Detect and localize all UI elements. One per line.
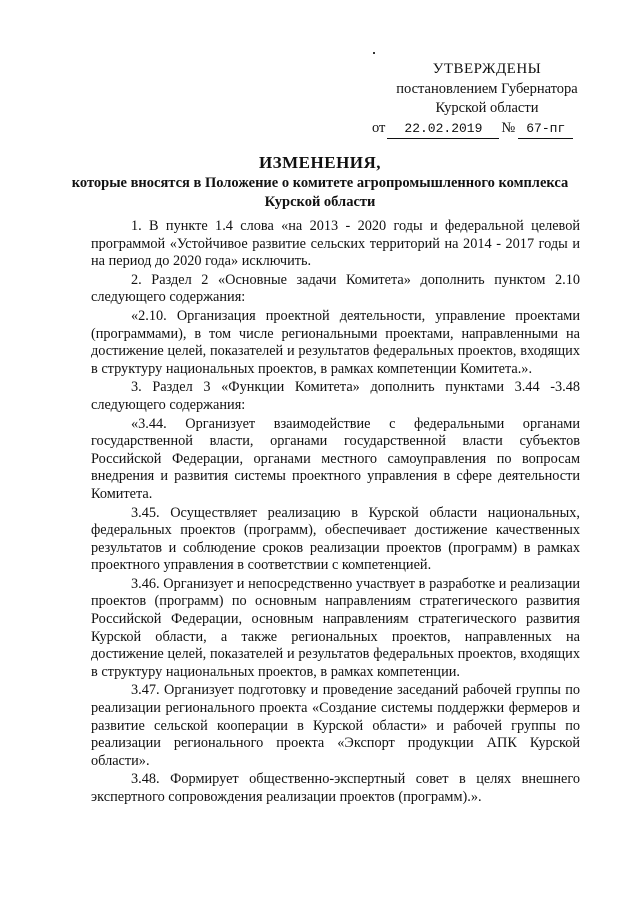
paragraph-8: 3.47. Организует подготовку и проведение заседаний рабочей группы по реализации регионального проекта «Создание системы поддержки фермеров и развитие сельской кооперации в Курской области» и рабочей группы по реализации регионального проекта «Экспорт продукции АПК Курской области». xyxy=(91,682,580,769)
paragraph-1: 1. В пункте 1.4 слова «на 2013 - 2020 годы и федеральной целевой программой «Устойчивое развитие сельских территорий на 2014 - 2017 годы и на период до 2020 года» исключить. xyxy=(91,218,580,270)
document-body xyxy=(91,218,580,808)
paragraph-4: 3. Раздел 3 «Функции Комитета» дополнить пунктами 3.44 -3.48 следующего содержания: xyxy=(91,379,580,413)
paragraph-2: 2. Раздел 2 «Основные задачи Комитета» дополнить пунктом 2.10 следующего содержания: xyxy=(91,271,580,306)
approval-stamp xyxy=(372,60,602,139)
date-number-line xyxy=(372,119,602,140)
paragraph-7: 3.46. Организует и непосредственно участвует в разработке и реализации проектов (программ) по основным направлениям стратегического развития Российской Федерации, основным направлениям стратегического развития Курской области, а также региональных проектов, направленных на достижение целей, показателей и результатов федеральных проектов, входящих в структуру национальных проектов, в рамках компетенции. xyxy=(91,575,580,680)
paragraph-3: «2.10. Организация проектной деятельности, управление проектами (программами), в том числе региональными проектами, направленными на достижение целей, показателей и результатов федеральных проектов, входящих в структуру национальных проектов, в рамках компетенции Комитета.». xyxy=(91,307,580,377)
approved-heading: УТВЕРЖДЕНЫ xyxy=(432,61,542,77)
number-prefix: № xyxy=(501,119,516,136)
date-prefix: от xyxy=(372,119,386,136)
scan-speck xyxy=(373,52,375,54)
paragraph-6: 3.45. Осуществляет реализацию в Курской области национальных, федеральных проектов (программ), обеспечивает достижение качественных результатов и соблюдение сроков реализации проектов (программ) в рамках проектного управления в соответствии с компетенцией. xyxy=(91,504,580,574)
approved-by-line: постановлением Губернатора xyxy=(396,80,578,97)
region-line: Курской области xyxy=(435,100,539,116)
paragraph-9: 3.48. Формирует общественно-экспертный совет в целях внешнего экспертного сопровождения реализации проектов (программ).». xyxy=(91,771,580,805)
decree-date: 22.02.2019 xyxy=(387,119,499,140)
title-main: ИЗМЕНЕНИЯ, xyxy=(258,153,382,172)
title-subtitle: которые вносятся в Положение о комитете агропромышленного комплекса Курской области xyxy=(71,175,569,210)
document-title xyxy=(60,152,580,212)
paragraph-5: «3.44. Организует взаимодействие с федеральными органами государственной власти, органами государственной власти субъектов Российской Федерации, органами местного самоуправления по вопросам внедрения и развития системы проектного управления в сфере деятельности Комитета. xyxy=(91,415,580,502)
decree-number: 67-пг xyxy=(518,119,573,140)
